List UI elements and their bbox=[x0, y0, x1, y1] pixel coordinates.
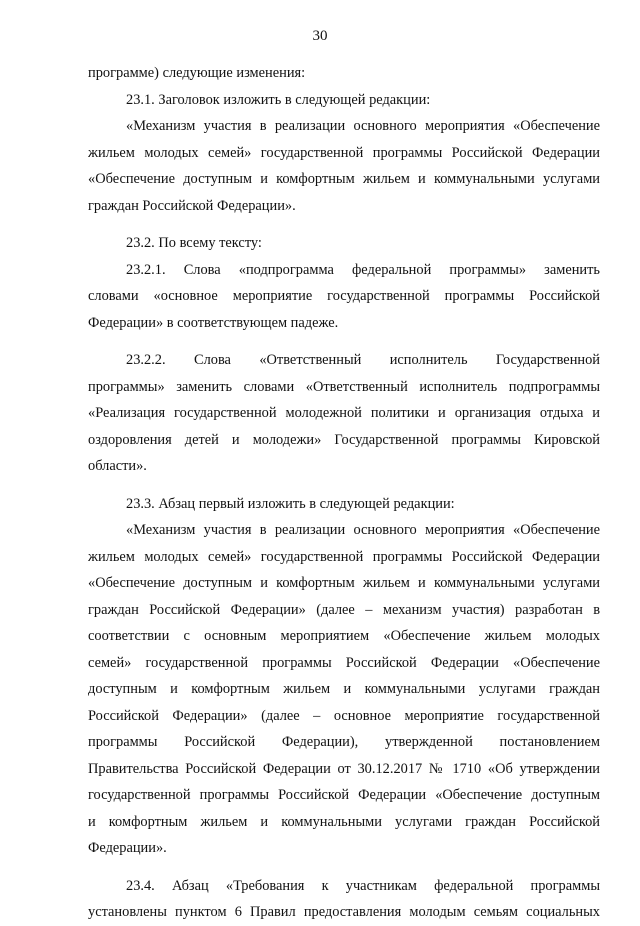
text-line: жильем молодых семей» государственной программы Российской Федерации bbox=[88, 144, 600, 161]
text-line: Российской Федерации» (далее – основное мероприятие государственной bbox=[88, 707, 600, 724]
text-line: установлены пунктом 6 Правил предоставления молодым семьям социальных bbox=[88, 904, 600, 920]
text-line: «Реализация государственной молодежной политики и организация отдыха и bbox=[88, 405, 600, 421]
text-line: «Обеспечение доступным и комфортным жильем и коммунальными услугами bbox=[88, 575, 600, 591]
text-line: оздоровления детей и молодежи» Государственной программы Кировской bbox=[88, 431, 600, 448]
text-line: жильем молодых семей» государственной программы Российской Федерации bbox=[88, 548, 600, 565]
text-line: граждан Российской Федерации». bbox=[88, 197, 296, 214]
text-line: словами «основное мероприятие государственной программы Российской bbox=[88, 288, 600, 304]
clause-23-2-1: 23.2.1. Слова «подпрограмма федеральной программы» заменить bbox=[126, 261, 600, 278]
text-line: Правительства Российской Федерации от 30.12.2017 № 1710 «Об утверждении bbox=[88, 760, 600, 777]
text-line: государственной программы Российской Федерации «Обеспечение доступным bbox=[88, 787, 600, 803]
text-line: «Механизм участия в реализации основного мероприятия «Обеспечение bbox=[126, 522, 600, 538]
text-line: и комфортным жильем и коммунальными услугами граждан Российской bbox=[88, 813, 600, 830]
page-number: 30 bbox=[312, 28, 328, 44]
text-line: семей» государственной программы Российской Федерации «Обеспечение bbox=[88, 654, 600, 671]
text-line: области». bbox=[88, 458, 147, 474]
text-line: соответствии с основным мероприятием «Обеспечение жильем молодых bbox=[88, 628, 600, 644]
clause-23-2-2: 23.2.2. Слова «Ответственный исполнитель Государственной bbox=[126, 352, 600, 368]
text-line: программе) следующие изменения: bbox=[88, 65, 306, 81]
clause-23-2: 23.2. По всему тексту: bbox=[126, 235, 262, 251]
clause-23-1: 23.1. Заголовок изложить в следующей редакции: bbox=[126, 91, 431, 108]
text-line: граждан Российской Федерации» (далее – механизм участия) разработан в bbox=[88, 601, 600, 618]
text-line: программы» заменить словами «Ответственный исполнитель подпрограммы bbox=[88, 378, 600, 395]
clause-23-4: 23.4. Абзац «Требования к участникам федеральной программы bbox=[126, 877, 600, 894]
clause-23-3: 23.3. Абзац первый изложить в следующей редакции: bbox=[126, 495, 455, 512]
text-line: доступным и комфортным жильем и коммунальными услугами граждан bbox=[88, 681, 600, 697]
text-line: «Механизм участия в реализации основного мероприятия «Обеспечение bbox=[126, 118, 600, 134]
text-line: «Обеспечение доступным и комфортным жильем и коммунальными услугами bbox=[88, 171, 600, 187]
text-line: Федерации». bbox=[88, 840, 167, 856]
document-body bbox=[88, 60, 600, 926]
text-line: Федерации» в соответствующем падеже. bbox=[88, 314, 339, 331]
text-line: программы Российской Федерации), утвержденной постановлением bbox=[88, 734, 600, 750]
